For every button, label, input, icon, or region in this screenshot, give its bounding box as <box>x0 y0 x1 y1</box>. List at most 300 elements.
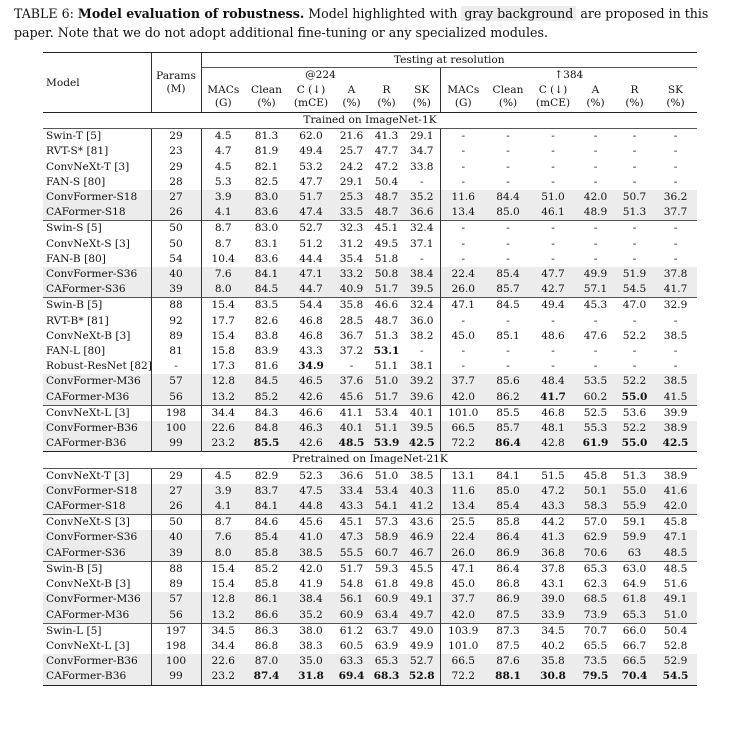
value-cell: 49.0 <box>404 623 440 639</box>
value-cell: - <box>632 175 637 188</box>
value-cell: 87.0 <box>245 654 288 669</box>
model-name-cell: ConvNeXt-L [3] <box>46 639 130 652</box>
value-cell: - <box>632 345 637 358</box>
value-cell: 52.8 <box>404 669 440 685</box>
robustness-table <box>43 52 697 686</box>
value-cell: 48.6 <box>541 329 565 342</box>
value-cell: 37.1 <box>409 237 434 250</box>
header-column <box>615 82 654 113</box>
value-cell: - <box>506 252 510 265</box>
value-cell: 21.6 <box>334 129 369 145</box>
value-cell: 4.5 <box>201 468 245 484</box>
value-cell: 60.5 <box>339 639 364 652</box>
value-cell: 41.3 <box>369 129 404 145</box>
header-column-line1: A <box>591 84 600 96</box>
value-cell: 83.1 <box>254 237 279 250</box>
caption-text-before: Model highlighted with <box>308 6 458 21</box>
value-cell: - <box>551 160 555 173</box>
value-cell: 84.1 <box>245 267 288 282</box>
value-cell: 23.2 <box>201 436 245 452</box>
value-cell: 65.3 <box>615 608 654 624</box>
value-cell: - <box>551 145 555 158</box>
params-cell: - <box>151 359 201 374</box>
value-cell: 54.5 <box>615 282 654 298</box>
value-cell: 53.5 <box>576 374 615 389</box>
params-cell: 50 <box>151 221 201 237</box>
value-cell: 46.5 <box>288 374 334 389</box>
value-cell: 51.3 <box>615 205 654 221</box>
value-cell: 45.3 <box>576 298 615 314</box>
value-cell: 40.3 <box>404 484 440 499</box>
table-row <box>43 175 697 190</box>
value-cell: 85.1 <box>496 329 520 342</box>
value-cell: 87.5 <box>496 639 520 652</box>
table-row <box>43 144 697 159</box>
value-cell: 39.9 <box>654 405 697 421</box>
value-cell: - <box>673 160 678 173</box>
model-name-cell: CAFormer-S18 <box>43 205 151 221</box>
value-cell: 47.2 <box>374 160 399 173</box>
value-cell: 87.4 <box>245 669 288 685</box>
header-column-line2: (%) <box>377 97 396 109</box>
value-cell: 83.6 <box>245 205 288 221</box>
value-cell: 53.9 <box>369 436 404 452</box>
value-cell: 28.5 <box>339 314 364 327</box>
value-cell: 15.4 <box>201 561 245 577</box>
header-column <box>334 82 369 113</box>
params-cell: 27 <box>151 484 201 499</box>
value-cell: 22.4 <box>440 530 486 545</box>
value-cell: 54.1 <box>369 499 404 515</box>
model-name-cell: ConvFormer-B36 <box>43 421 151 436</box>
model-name-cell: RVT-B* [81] <box>46 314 109 327</box>
params-cell: 27 <box>151 190 201 205</box>
value-cell: 34.4 <box>201 639 245 654</box>
value-cell: - <box>593 360 598 373</box>
value-cell: 47.1 <box>440 561 486 577</box>
value-cell: 48.1 <box>530 421 576 436</box>
value-cell: 36.6 <box>404 205 440 221</box>
value-cell: 52.7 <box>404 654 440 669</box>
value-cell: 40.1 <box>334 421 369 436</box>
value-cell: 86.8 <box>254 639 279 652</box>
model-name-cell: ConvNeXt-T [3] <box>43 468 151 484</box>
value-cell: 43.6 <box>404 515 440 531</box>
model-name-cell: FAN-B [80] <box>46 252 106 265</box>
value-cell: 86.4 <box>486 436 530 452</box>
value-cell: 42.6 <box>288 436 334 452</box>
value-cell: 51.5 <box>530 468 576 484</box>
value-cell: - <box>440 359 486 374</box>
params-cell: 23 <box>151 144 201 159</box>
value-cell: - <box>673 252 678 265</box>
value-cell: 38.2 <box>409 329 434 342</box>
value-cell: 86.4 <box>486 530 530 545</box>
value-cell: - <box>506 314 510 327</box>
header-column <box>288 82 334 113</box>
table-row <box>43 421 697 436</box>
value-cell: 22.6 <box>201 654 245 669</box>
value-cell: 36.8 <box>530 546 576 562</box>
model-name-cell: RVT-S* [81] <box>46 145 109 158</box>
value-cell: 25.7 <box>339 145 364 158</box>
header-column-line1: SK <box>667 84 684 96</box>
value-cell: 42.0 <box>288 561 334 577</box>
value-cell: 85.8 <box>486 515 530 531</box>
value-cell: 43.3 <box>334 499 369 515</box>
value-cell: 84.3 <box>245 405 288 421</box>
value-cell: - <box>632 314 637 327</box>
value-cell: 62.3 <box>583 578 608 591</box>
header-column-line2: (G) <box>454 97 472 109</box>
params-cell: 50 <box>151 237 201 252</box>
value-cell: - <box>530 129 576 145</box>
value-cell: - <box>593 314 598 327</box>
model-name-cell: ConvFormer-S36 <box>43 530 151 545</box>
params-cell: 29 <box>151 468 201 484</box>
params-cell: 88 <box>151 298 201 314</box>
caption-label: TABLE 6: <box>14 6 74 21</box>
value-cell: 73.5 <box>576 654 615 669</box>
value-cell: 65.3 <box>369 654 404 669</box>
value-cell: - <box>673 360 678 373</box>
header-column <box>654 82 697 113</box>
value-cell: - <box>576 221 615 237</box>
header-column <box>576 82 615 113</box>
table-row <box>43 205 697 221</box>
value-cell: 43.1 <box>541 578 565 591</box>
value-cell: 36.6 <box>334 468 369 484</box>
value-cell: 72.2 <box>440 436 486 452</box>
value-cell: 83.0 <box>245 190 288 205</box>
value-cell: - <box>551 314 555 327</box>
value-cell: 39.2 <box>404 374 440 389</box>
header-column-line1: Clean <box>251 84 282 96</box>
header-column <box>245 82 288 113</box>
value-cell: 85.0 <box>486 484 530 499</box>
value-cell: 60.9 <box>369 592 404 607</box>
value-cell: 4.1 <box>201 499 245 515</box>
model-name-cell: FAN-L [80] <box>46 345 106 358</box>
value-cell: 59.1 <box>615 515 654 531</box>
value-cell: 85.2 <box>245 390 288 406</box>
value-cell: 81.3 <box>245 129 288 145</box>
header-column-line1: R <box>382 84 391 96</box>
value-cell: 87.5 <box>486 608 530 624</box>
value-cell: 48.5 <box>654 561 697 577</box>
value-cell: 33.8 <box>409 160 434 173</box>
table-row <box>43 669 697 685</box>
params-cell: 40 <box>151 267 201 282</box>
header-column-line2: (mCE) <box>293 97 329 109</box>
table-row <box>43 499 697 515</box>
value-cell: 55.5 <box>334 546 369 562</box>
params-cell: 56 <box>151 390 201 406</box>
value-cell: 51.9 <box>615 267 654 282</box>
value-cell: 85.0 <box>486 205 530 221</box>
value-cell: 22.4 <box>440 267 486 282</box>
value-cell: 87.6 <box>486 654 530 669</box>
table-row <box>43 546 697 562</box>
value-cell: 3.9 <box>201 190 245 205</box>
value-cell: 61.2 <box>334 623 369 639</box>
value-cell: 52.2 <box>615 374 654 389</box>
value-cell: 57.1 <box>576 282 615 298</box>
value-cell: 84.5 <box>245 282 288 298</box>
value-cell: 45.6 <box>334 390 369 406</box>
value-cell: - <box>551 175 555 188</box>
header-column-line2: (%) <box>412 97 431 109</box>
model-name-cell: Swin-S [5] <box>43 221 151 237</box>
params-cell: 198 <box>151 639 201 654</box>
value-cell: 37.8 <box>530 561 576 577</box>
value-cell: 72.2 <box>440 669 486 685</box>
value-cell: 49.4 <box>299 145 323 158</box>
value-cell: 45.1 <box>334 515 369 531</box>
value-cell: - <box>673 345 678 358</box>
value-cell: - <box>593 345 598 358</box>
value-cell: 49.7 <box>404 608 440 624</box>
value-cell: 51.8 <box>374 252 399 265</box>
value-cell: 82.9 <box>245 468 288 484</box>
value-cell: 51.6 <box>663 578 688 591</box>
table-row <box>43 623 697 639</box>
params-cell: 50 <box>151 515 201 531</box>
params-cell: 99 <box>151 436 201 452</box>
value-cell: 4.5 <box>201 129 245 145</box>
value-cell: 85.4 <box>486 499 530 515</box>
value-cell: 29.1 <box>339 175 364 188</box>
value-cell: 46.9 <box>404 530 440 545</box>
value-cell: 33.9 <box>530 608 576 624</box>
value-cell: 37.2 <box>339 345 364 358</box>
value-cell: 62.0 <box>288 129 334 145</box>
value-cell: 64.9 <box>622 578 647 591</box>
value-cell: 62.9 <box>576 530 615 545</box>
table-row <box>43 329 697 344</box>
value-cell: 55.0 <box>615 436 654 452</box>
value-cell: 82.5 <box>254 175 279 188</box>
model-name-cell: Swin-T [5] <box>43 129 151 145</box>
value-cell: 86.8 <box>496 578 520 591</box>
value-cell: 31.2 <box>339 237 364 250</box>
value-cell: 85.7 <box>486 421 530 436</box>
value-cell: 8.7 <box>201 515 245 531</box>
model-name-cell: ConvNeXt-S [3] <box>46 237 130 250</box>
header-params-line1: Params <box>156 69 196 82</box>
value-cell: - <box>632 160 637 173</box>
table-body <box>43 113 697 686</box>
value-cell: 61.8 <box>374 578 399 591</box>
value-cell: - <box>486 221 530 237</box>
value-cell: 87.3 <box>486 623 530 639</box>
params-cell: 89 <box>151 577 201 592</box>
value-cell: 12.8 <box>201 374 245 389</box>
value-cell: - <box>419 252 424 265</box>
value-cell: 39.0 <box>530 592 576 607</box>
value-cell: 82.1 <box>254 160 279 173</box>
value-cell: 44.2 <box>530 515 576 531</box>
value-cell: 51.7 <box>288 190 334 205</box>
value-cell: 34.5 <box>530 623 576 639</box>
value-cell: 63.4 <box>369 608 404 624</box>
value-cell: 35.8 <box>530 654 576 669</box>
model-name-cell: Robust-ResNet [82] <box>46 360 152 373</box>
value-cell: 66.5 <box>440 654 486 669</box>
value-cell: - <box>551 360 555 373</box>
value-cell: 34.5 <box>201 623 245 639</box>
value-cell: 36.7 <box>339 329 364 342</box>
value-cell: 13.1 <box>440 468 486 484</box>
value-cell: 40.2 <box>541 639 565 652</box>
value-cell: 58.3 <box>576 499 615 515</box>
value-cell: 5.3 <box>201 175 245 190</box>
value-cell: 66.5 <box>440 421 486 436</box>
value-cell: 38.0 <box>288 623 334 639</box>
value-cell: 52.3 <box>288 468 334 484</box>
section-row <box>43 452 697 468</box>
table-row <box>43 359 697 374</box>
params-cell: 29 <box>151 129 201 145</box>
value-cell: 81.6 <box>254 360 279 373</box>
value-cell: 50.1 <box>576 484 615 499</box>
value-cell: 35.2 <box>404 190 440 205</box>
value-cell: 13.2 <box>201 390 245 406</box>
table-header <box>43 53 697 113</box>
value-cell: 53.1 <box>373 345 400 358</box>
value-cell: 86.4 <box>486 561 530 577</box>
model-name-cell: ConvFormer-S18 <box>43 484 151 499</box>
value-cell: 84.1 <box>245 499 288 515</box>
value-cell: 84.4 <box>486 190 530 205</box>
value-cell: 41.0 <box>288 530 334 545</box>
value-cell: 63.9 <box>374 639 399 652</box>
table-row <box>43 314 697 329</box>
value-cell: 85.6 <box>486 374 530 389</box>
value-cell: 37.7 <box>440 592 486 607</box>
value-cell: 25.5 <box>440 515 486 531</box>
value-cell: 48.5 <box>334 436 369 452</box>
caption-text-after: are proposed in this paper. Note that we do not adopt additional fine-tuning or any specialized modules. <box>14 6 709 40</box>
value-cell: 103.9 <box>440 623 486 639</box>
value-cell: - <box>593 175 598 188</box>
value-cell: 85.4 <box>245 530 288 545</box>
value-cell: - <box>673 145 678 158</box>
value-cell: 24.2 <box>339 160 364 173</box>
value-cell: 53.2 <box>299 160 323 173</box>
value-cell: - <box>440 344 486 359</box>
params-cell: 54 <box>151 252 201 267</box>
value-cell: 35.4 <box>339 252 364 265</box>
header-column <box>440 82 486 113</box>
value-cell: 63.0 <box>615 561 654 577</box>
table-row <box>43 468 697 484</box>
value-cell: 41.7 <box>530 390 576 406</box>
value-cell: - <box>349 360 354 373</box>
params-cell: 57 <box>151 374 201 389</box>
model-name-cell: ConvNeXt-L [3] <box>43 405 151 421</box>
value-cell: - <box>615 129 654 145</box>
value-cell: 85.4 <box>486 267 530 282</box>
value-cell: 31.8 <box>288 669 334 685</box>
value-cell: 25.3 <box>334 190 369 205</box>
model-name-cell: Swin-L [5] <box>43 623 151 639</box>
value-cell: 42.5 <box>404 436 440 452</box>
value-cell: 43.3 <box>530 499 576 515</box>
value-cell: 15.4 <box>201 329 245 344</box>
value-cell: 51.3 <box>615 468 654 484</box>
value-cell: 50.7 <box>615 190 654 205</box>
header-column-line2: (%) <box>342 97 361 109</box>
value-cell: 34.4 <box>201 405 245 421</box>
value-cell: 42.0 <box>576 190 615 205</box>
value-cell: 37.6 <box>334 374 369 389</box>
value-cell: 47.7 <box>374 145 399 158</box>
value-cell: 83.9 <box>254 345 279 358</box>
table-row <box>43 484 697 499</box>
robustness-table-wrapper <box>43 52 697 686</box>
value-cell: 30.8 <box>530 669 576 685</box>
params-cell: 81 <box>151 344 201 359</box>
value-cell: 51.0 <box>654 608 697 624</box>
value-cell: 45.1 <box>369 221 404 237</box>
value-cell: 51.7 <box>369 282 404 298</box>
value-cell: 51.1 <box>374 360 399 373</box>
header-column-line2: (%) <box>257 97 276 109</box>
value-cell: 11.6 <box>440 484 486 499</box>
header-column-line1: Clean <box>492 84 524 96</box>
value-cell: - <box>632 252 637 265</box>
value-cell: 29.1 <box>404 129 440 145</box>
value-cell: 84.6 <box>245 515 288 531</box>
value-cell: 65.5 <box>583 639 608 652</box>
model-name-cell: ConvFormer-B36 <box>43 654 151 669</box>
model-name-cell: ConvFormer-S36 <box>43 267 151 282</box>
caption-title: Model evaluation of robustness. <box>77 6 305 21</box>
value-cell: 47.7 <box>530 267 576 282</box>
value-cell: - <box>440 160 486 175</box>
value-cell: 50.8 <box>369 267 404 282</box>
table-row <box>43 160 697 175</box>
value-cell: 46.3 <box>288 421 334 436</box>
header-res224: @224 <box>201 68 440 83</box>
value-cell: 32.4 <box>404 221 440 237</box>
table-row <box>43 561 697 577</box>
value-cell: 60.2 <box>576 390 615 406</box>
value-cell: 42.6 <box>288 390 334 406</box>
value-cell: 33.4 <box>334 484 369 499</box>
model-name-cell: ConvNeXt-S [3] <box>43 515 151 531</box>
header-column <box>369 82 404 113</box>
value-cell: 47.2 <box>530 484 576 499</box>
value-cell: 86.9 <box>486 546 530 562</box>
value-cell: 47.1 <box>288 267 334 282</box>
value-cell: - <box>615 221 654 237</box>
value-cell: 38.4 <box>288 592 334 607</box>
value-cell: 86.2 <box>486 390 530 406</box>
value-cell: 43.3 <box>299 345 323 358</box>
value-cell: 85.8 <box>245 546 288 562</box>
value-cell: 55.0 <box>615 390 654 406</box>
value-cell: - <box>440 144 486 159</box>
table-row <box>43 405 697 421</box>
table-row <box>43 252 697 267</box>
value-cell: 46.8 <box>530 405 576 421</box>
value-cell: 57.3 <box>369 515 404 531</box>
header-params-line2: (M) <box>166 82 186 95</box>
params-cell: 100 <box>151 654 201 669</box>
value-cell: 53.4 <box>369 484 404 499</box>
